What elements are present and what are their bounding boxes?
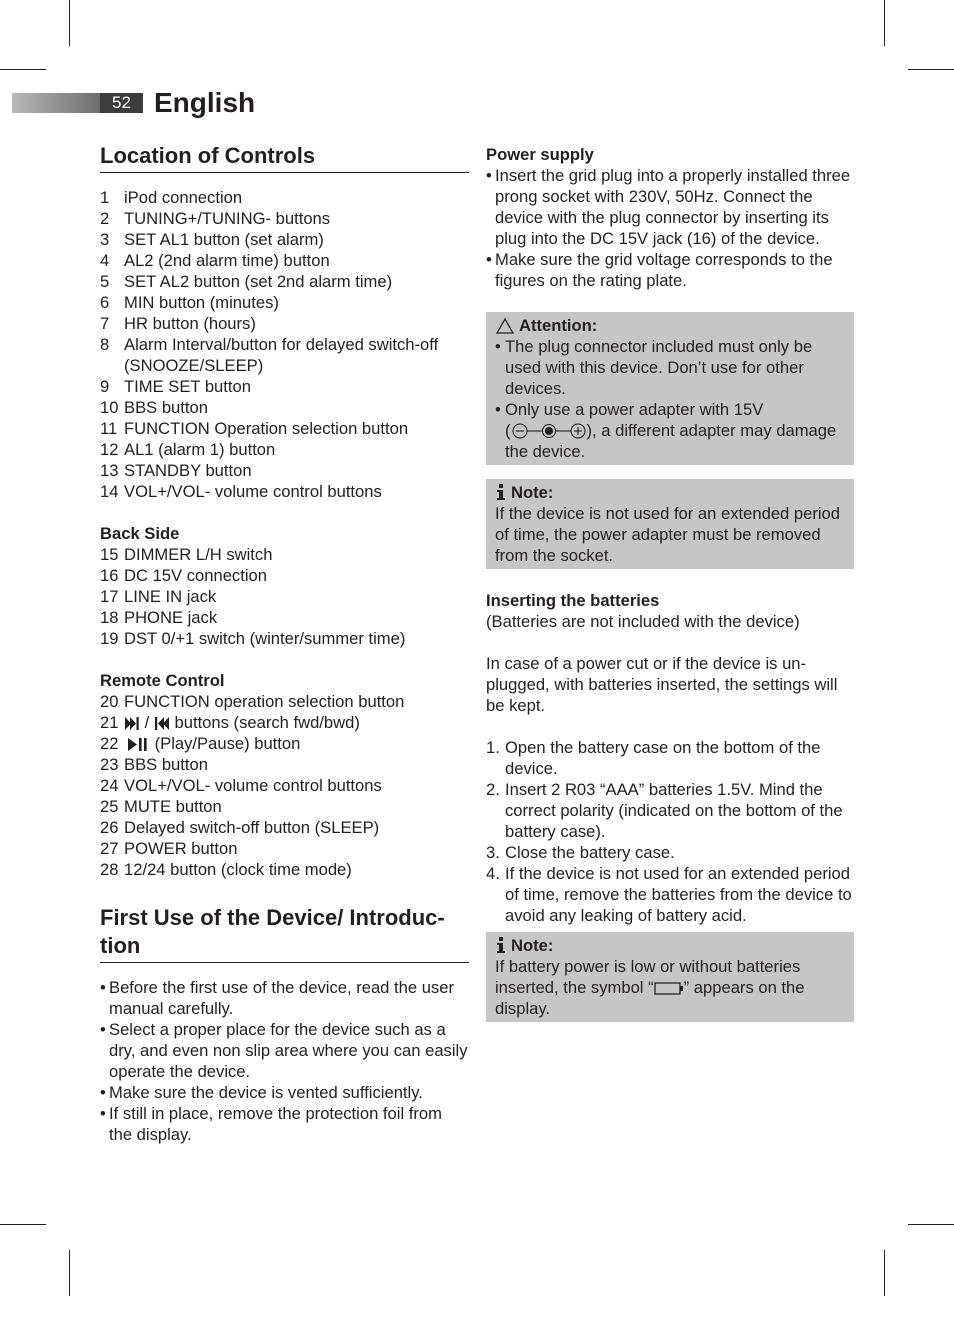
list-item: • Insert the grid plug into a properly installed three prong socket with 230V, 50Hz. Connect the device with the plug connector by inserting its plug into the DC 15V jack (16) of the device. [486, 165, 854, 249]
list-item: 7 HR button (hours) [100, 314, 256, 333]
list-item: 18 PHONE jack [100, 608, 218, 627]
note-text: If the device is not used for an extended period of time, the power adapter must be removed from the socket. [495, 504, 841, 565]
remote-list-rest [100, 754, 469, 880]
batteries-subtitle: (Batteries are not included with the device) [486, 612, 800, 631]
battery-steps-list [486, 737, 854, 926]
list-item: 10 BBS button [100, 398, 208, 417]
crop-mark [908, 69, 954, 70]
list-item: • If still in place, remove the protection foil from the display. [100, 1103, 469, 1145]
battery-icon [654, 981, 684, 996]
note-text: If battery power is low or without batteries inserted, the symbol “ ” appears on the display. [495, 957, 805, 1018]
list-item: 25 MUTE button [100, 797, 222, 816]
section-title-controls: Location of Controls [100, 142, 469, 173]
list-item: 27 POWER button [100, 839, 238, 858]
list-item: • Select a proper place for the device such as a dry, and even non slip area where you can easily operate the device. [100, 1019, 469, 1082]
list-item: 15 DIMMER L/H switch [100, 545, 273, 564]
list-item: • Before the first use of the device, read the user manual carefully. [100, 977, 469, 1019]
list-item: • Make sure the device is vented sufficiently. [100, 1082, 469, 1103]
list-item: • The plug connector included must only be used with this device. Don’t use for other devices. [495, 336, 846, 399]
crop-mark [884, 0, 885, 46]
list-item: 17 LINE IN jack [100, 587, 217, 606]
batteries-paragraph: In case of a power cut or if the device is un-plugged, with batteries inserted, the settings will be kept. [486, 654, 838, 715]
list-item: 3 SET AL1 button (set alarm) [100, 230, 324, 249]
skip-forward-icon [124, 716, 140, 731]
list-item: 1 iPod connection [100, 188, 243, 207]
list-item: 28 12/24 button (clock time mode) [100, 860, 352, 879]
attention-box [486, 312, 854, 465]
list-item: 4. If the device is not used for an extended period of time, remove the batteries from the device to avoid any leaking of battery acid. [486, 864, 852, 925]
list-item: 1. Open the battery case on the bottom of the device. [486, 738, 821, 778]
list-item: 4 AL2 (2nd alarm time) button [100, 251, 330, 270]
list-item: 2 TUNING+/TUNING- buttons [100, 209, 331, 228]
list-item: 23 BBS button [100, 755, 208, 774]
first-use-list [100, 977, 469, 1145]
left-column [100, 142, 469, 1145]
crop-mark [69, 0, 70, 46]
attention-title: Attention: [519, 316, 598, 335]
right-column [486, 144, 854, 1022]
section-title-batteries: Inserting the batteries [486, 591, 660, 610]
section-title-first-use: First Use of the Device/ Introduc-tion [100, 904, 469, 963]
section-title-remote: Remote Control [100, 671, 225, 690]
crop-mark [69, 1250, 70, 1296]
list-item: 19 DST 0/+1 switch (winter/summer time) [100, 629, 406, 648]
crop-mark [884, 1250, 885, 1296]
section-title-back-side: Back Side [100, 524, 180, 543]
list-item: 13 STANDBY button [100, 461, 252, 480]
note-title: Note: [511, 483, 554, 502]
list-item: 16 DC 15V connection [100, 566, 267, 585]
list-item: 5 SET AL2 button (set 2nd alarm time) [100, 272, 393, 291]
list-item: 24 VOL+/VOL- volume control buttons [100, 776, 382, 795]
list-item: 20 FUNCTION operation selection button [100, 692, 405, 711]
crop-mark [0, 1224, 46, 1225]
power-list [486, 165, 854, 291]
list-item: • Only use a power adapter with 15V ( ), a different adapter may damage the device. [495, 399, 846, 462]
note-box-adapter [486, 479, 854, 569]
list-item: 6 MIN button (minutes) [100, 293, 279, 312]
note-box-battery [486, 932, 854, 1022]
page-number: 52 [100, 93, 143, 113]
list-item: 2. Insert 2 R03 “AAA” batteries 1.5V. Mind the correct polarity (indicated on the bottom of the battery case). [486, 780, 843, 841]
crop-mark [0, 69, 46, 70]
page-title: English [154, 87, 256, 118]
info-icon [495, 483, 507, 503]
list-item: 26 Delayed switch-off button (SLEEP) [100, 818, 380, 837]
section-title-power-supply: Power supply [486, 145, 594, 164]
play-pause-icon [124, 737, 150, 752]
remote-list [100, 691, 469, 754]
list-item: • Make sure the grid voltage corresponds to the figures on the rating plate. [486, 249, 854, 291]
skip-backward-icon [154, 716, 170, 731]
header-bar [12, 93, 100, 113]
note-title: Note: [511, 936, 554, 955]
info-icon [495, 936, 507, 956]
crop-mark [908, 1224, 954, 1225]
list-item: 12 AL1 (alarm 1) button [100, 440, 276, 459]
list-item: 8 Alarm Interval/button for delayed switch-off (SNOOZE/SLEEP) [100, 335, 439, 375]
list-item: 3. Close the battery case. [486, 843, 675, 862]
back-side-list [100, 544, 469, 649]
polarity-icon [511, 422, 587, 440]
controls-list [100, 187, 469, 502]
list-item: 21 / buttons (search fwd/bwd) [100, 713, 360, 732]
list-item: 9 TIME SET button [100, 377, 251, 396]
list-item: 14 VOL+/VOL- volume control buttons [100, 482, 382, 501]
list-item: 22 (Play/Pause) button [100, 734, 301, 753]
list-item: 11 FUNCTION Operation selection button [100, 419, 409, 438]
warning-icon [495, 316, 515, 336]
